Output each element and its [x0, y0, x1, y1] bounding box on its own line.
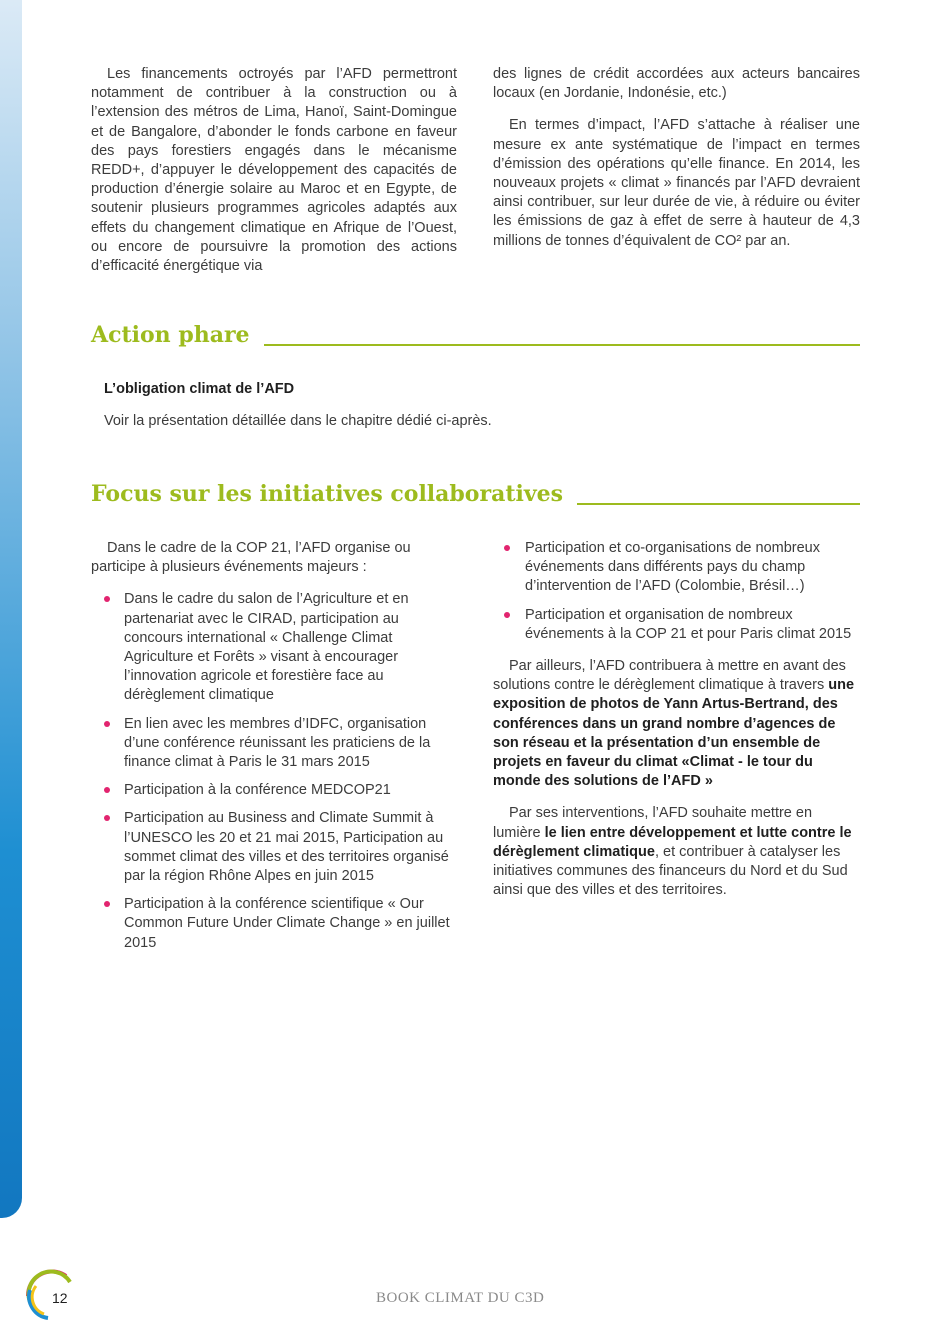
intro-right-column [493, 65, 860, 251]
focus-left-list [91, 590, 457, 952]
focus-paragraph-3-lead: Par ses interventions, l’AFD souhaite mettre en lumière [493, 805, 813, 841]
action-subtitle: L’obligation climat de l’AFD [104, 381, 295, 397]
focus-intro: Dans le cadre de la COP 21, l’AFD organise ou participe à plusieurs événements majeurs : [91, 540, 411, 576]
intro-paragraph-right-1: des lignes de crédit accordées aux acteurs bancaires locaux (en Jordanie, Indonésie, etc.) [493, 66, 860, 102]
list-item: Participation et organisation de nombreux événements à la COP 21 et pour Paris climat 2015 [491, 606, 860, 644]
focus-right-list [493, 539, 860, 644]
focus-paragraph-2-lead: Par ailleurs, l’AFD contribuera à mettre en avant des solutions contre le dérèglement climatique à travers [493, 658, 846, 694]
intro-left-column [91, 65, 457, 276]
focus-paragraph-2-bold: une exposition de photos de Yann Artus-Bertrand, des conférences dans un grand nombre d’agences de son réseau et la présentation d’un ensemble de projets en faveur du climat «Climat - le tour du monde des solutions de l’AFD » [493, 677, 855, 790]
list-item: En lien avec les membres d’IDFC, organisation d’une conférence réunissant les praticiens de la finance climat à Paris le 31 mars 2015 [91, 715, 457, 773]
list-item: Participation au Business and Climate Summit à l’UNESCO les 20 et 21 mai 2015, Participation au sommet climat des villes et des territoires organisé par la région Rhône Alpes en juin 2015 [91, 809, 457, 886]
focus-section-header [91, 481, 860, 507]
focus-paragraph-2 [493, 657, 860, 791]
footer-book-title: BOOK CLIMAT DU C3D [376, 1290, 545, 1306]
action-section-header [91, 322, 860, 348]
focus-right-column [493, 539, 860, 900]
list-item: Participation à la conférence scientifique « Our Common Future Under Climate Change » en juillet 2015 [91, 895, 457, 953]
c3d-logo-icon [22, 1266, 78, 1322]
action-section-rule [264, 344, 860, 346]
action-section-title: Action phare [91, 322, 250, 348]
focus-section-rule [577, 503, 860, 505]
focus-paragraph-3-tail: , et contribuer à catalyser les initiatives communes des financeurs du Nord et du Sud ainsi que des villes et des territoires. [493, 843, 848, 899]
list-item: Participation et co-organisations de nombreux événements dans différents pays du champ d’intervention de l’AFD (Colombie, Brésil…) [491, 539, 860, 597]
side-color-bar [0, 0, 22, 1218]
intro-paragraph-left: Les financements octroyés par l’AFD permettront notamment de contribuer à la construction ou à l’extension des métros de Lima, Hanoï, Saint-Domingue et de Bangalore, d’abonder le fonds carbone en faveur des pays forestiers engagés dans le mécanisme REDD+, d’appuyer le développement des capacités de production d’énergie solaire au Maroc et en Egypte, de soutenir plusieurs programmes agricoles adaptés aux effets du changement climatique en Afrique de l’Ouest, ou encore de poursuivre la promotion des actions d’efficacité énergétique via [91, 66, 457, 275]
action-text: Voir la présentation détaillée dans le chapitre dédié ci-après. [104, 413, 492, 429]
page-number: 12 [52, 1290, 68, 1306]
focus-paragraph-3 [493, 804, 860, 900]
intro-paragraph-right-2: En termes d’impact, l’AFD s’attache à réaliser une mesure ex ante systématique de l’impact en termes d’émission des opérations qu’elle finance. En 2014, les nouveaux projets « climat » financés par l’AFD devraient ainsi contribuer, sur leur durée de vie, à réduire ou éviter les émissions de gaz à effet de serre à hauteur de 4,3 millions de tonnes d’équivalent de CO² par an. [493, 117, 860, 249]
focus-paragraph-3-bold: le lien entre développement et lutte contre le dérèglement climatique [493, 824, 852, 860]
focus-section-title: Focus sur les initiatives collaboratives [91, 481, 564, 507]
list-item: Dans le cadre du salon de l’Agriculture et en partenariat avec le CIRAD, participation au concours international « Challenge Climat Agriculture et Forêts » visant à encourager l’innovation agricole et forestière face au dérèglement climatique [91, 590, 457, 705]
list-item: Participation à la conférence MEDCOP21 [91, 781, 457, 800]
focus-left-column [91, 539, 457, 962]
